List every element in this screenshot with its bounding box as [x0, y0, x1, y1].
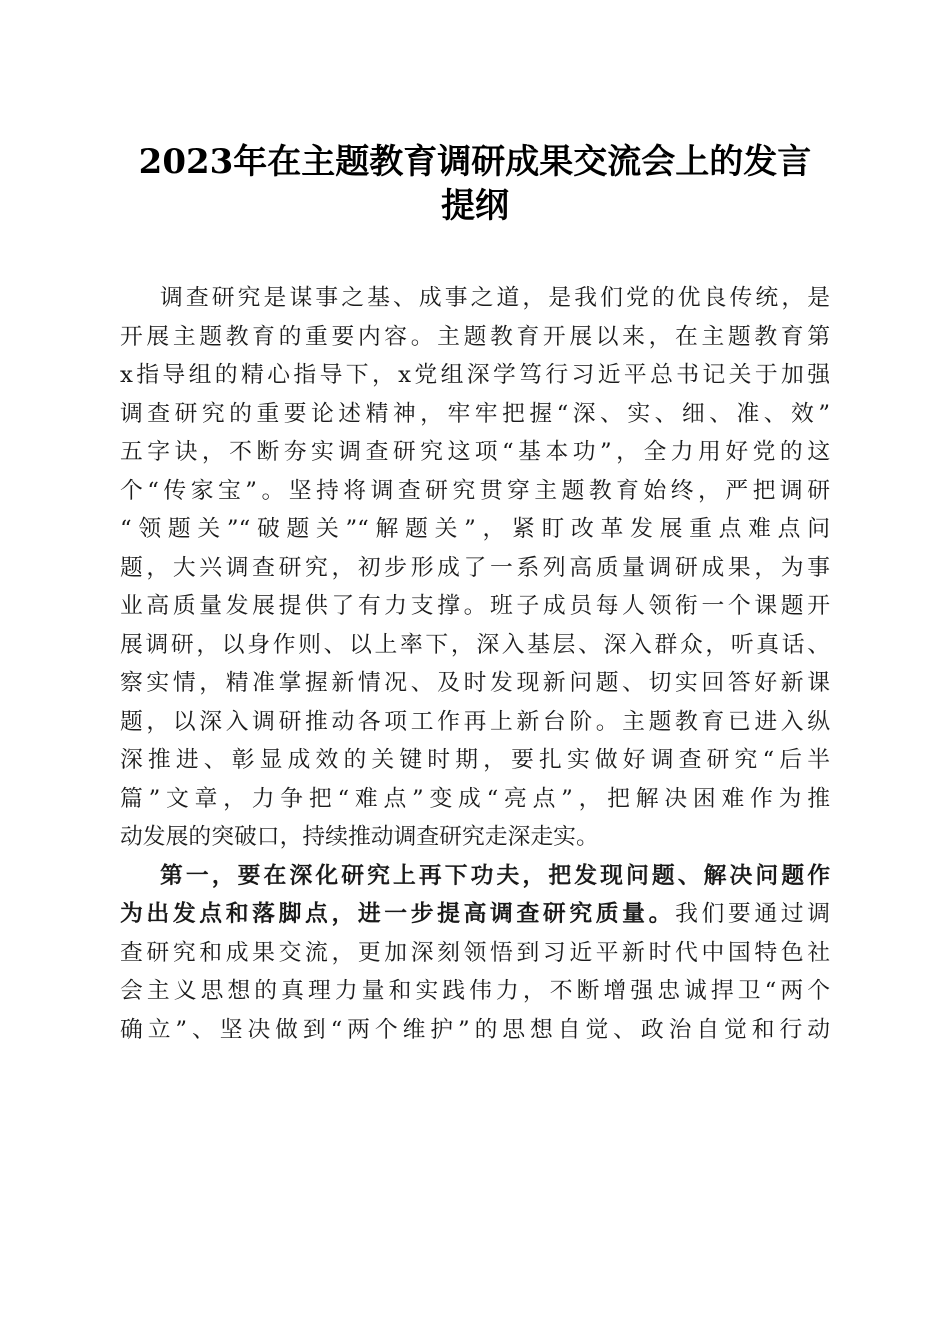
text-line: 题，以深入调研推动各项工作再上新台阶。主题教育已进入纵 [120, 708, 830, 735]
text-line: 篇”文章，力争把“难点”变成“亮点”，把解决困难作为推 [120, 785, 830, 812]
text-line: 调查研究的重要论述精神，牢牢把握“深、实、细、准、效” [120, 400, 830, 427]
bold-heading-line: 第一，要在深化研究上再下功夫，把发现问题、解决问题作 [160, 862, 830, 889]
text-line: 五字诀，不断夯实调查研究这项“基本功”，全力用好党的这 [120, 439, 830, 465]
text-line: 展调研，以身作则、以上率下，深入基层、深入群众，听真话、 [120, 631, 830, 658]
text-line: 会主义思想的真理力量和实践伟力，不断增强忠诚捍卫“两个 [120, 978, 830, 1004]
text-line: “领题关”“破题关”“解题关”，紧盯改革发展重点难点问 [120, 516, 830, 542]
text-line: 题，大兴调查研究，初步形成了一系列高质量调研成果，为事 [120, 554, 830, 581]
text-segment: 我们要通过调 [675, 901, 831, 927]
document-title [100, 140, 850, 228]
text-line: 查研究和成果交流，更加深刻领悟到习近平新时代中国特色社 [120, 939, 830, 966]
text-line: 调查研究是谋事之基、成事之道，是我们党的优良传统，是 [160, 285, 830, 311]
text-line: 确立”、坚决做到“两个维护”的思想自觉、政治自觉和行动 [120, 1016, 830, 1043]
text-line: 动发展的突破口，持续推动调查研究走深走实。 [120, 824, 599, 850]
title-line-1: 2023年在主题教育调研成果交流会上的发言 [138, 142, 812, 182]
text-line: 深推进、彰显成效的关键时期，要扎实做好调查研究“后半 [120, 747, 830, 773]
title-line-2: 提纲 [441, 186, 509, 226]
paragraph-intro [120, 279, 830, 857]
paragraph-first-point [120, 857, 830, 1050]
text-line: 察实情，精准掌握新情况、及时发现新问题、切实回答好新课 [120, 670, 830, 696]
document-body [120, 279, 830, 1049]
text-line: 个“传家宝”。坚持将调查研究贯穿主题教育始终，严把调研 [120, 477, 830, 504]
mixed-line [120, 895, 830, 934]
bold-heading-tail: 为出发点和落脚点，进一步提高调查研究质量。 [120, 901, 676, 927]
text-line: 开展主题教育的重要内容。主题教育开展以来，在主题教育第 [120, 323, 830, 350]
text-line: x指导组的精心指导下，x党组深学笃行习近平总书记关于加强 [120, 362, 830, 388]
text-line: 业高质量发展提供了有力支撑。班子成员每人领衔一个课题开 [120, 593, 830, 619]
